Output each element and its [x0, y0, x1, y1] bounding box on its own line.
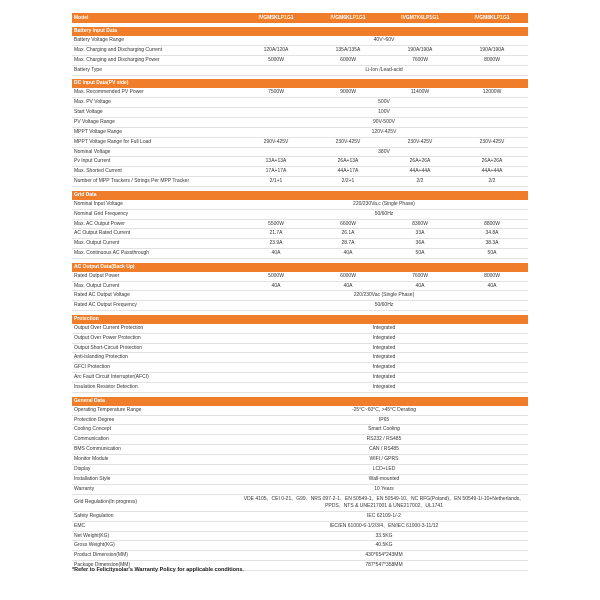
spec-label: Max. Charging and Discharging Power — [72, 55, 240, 65]
spec-value: 220/230Va.c (Single Phase) — [240, 200, 528, 209]
spec-label: Rated AC Output Voltage — [72, 291, 240, 301]
warranty-footnote: *Refer to Felicitysolar's Warranty Policy for applicable conditions. — [72, 567, 244, 573]
model-name: IVGM6KLP1G1 — [312, 13, 384, 23]
spec-value: 12000W — [456, 88, 528, 97]
spec-row — [72, 98, 528, 108]
spec-label: Communication — [72, 435, 240, 445]
spec-row — [72, 107, 528, 117]
spec-label: Pv Input Current — [72, 157, 240, 167]
spec-label: BMS Communication — [72, 445, 240, 455]
spec-row — [72, 541, 528, 551]
section-title: Grid Data — [72, 191, 528, 200]
spec-label: Output Over Current Protection — [72, 324, 240, 333]
spec-row — [72, 465, 528, 475]
spec-row — [72, 474, 528, 484]
spec-value: 2/2 — [384, 177, 456, 187]
section-title: Battery Input Data — [72, 27, 528, 36]
spec-value: 50/60Hz — [240, 209, 528, 219]
spec-value: 44A+17A — [312, 167, 384, 177]
spec-row — [72, 177, 528, 187]
spec-value: 40A — [240, 249, 312, 259]
spec-row — [72, 88, 528, 97]
spec-value: 26A+26A — [456, 157, 528, 167]
model-header-row — [72, 13, 528, 23]
spec-row — [72, 521, 528, 531]
spec-label: Grid Regulation(In progress) — [72, 494, 240, 511]
spec-row — [72, 353, 528, 363]
spec-label: Warranty — [72, 484, 240, 494]
spec-row — [72, 127, 528, 137]
spec-value: 8360W — [384, 219, 456, 229]
spec-value: 44A+44A — [456, 167, 528, 177]
section-header-row — [72, 79, 528, 88]
spec-row — [72, 343, 528, 353]
spec-label: Battery Voltage Range — [72, 36, 240, 45]
spec-row — [72, 406, 528, 415]
spec-value: 36A — [384, 239, 456, 249]
section-title: General Data — [72, 397, 528, 406]
spec-value: 7600W — [384, 55, 456, 65]
spec-value: 135A/135A — [312, 45, 384, 55]
spec-label: Output Short-Circuit Protection — [72, 343, 240, 353]
model-name: IVGM5KLP1G1 — [240, 13, 312, 23]
spec-value: IEC 62109-1/-2 — [240, 511, 528, 521]
spec-label: Nominal Voltage — [72, 147, 240, 157]
spec-value: 120V-425V — [240, 127, 528, 137]
spec-value: Integrated — [240, 383, 528, 393]
spec-row — [72, 333, 528, 343]
section-header-row — [72, 263, 528, 272]
spec-value: 40A — [312, 249, 384, 259]
spec-value: Li-Ion /Lead-acid — [240, 65, 528, 75]
spec-value: 2/2 — [456, 177, 528, 187]
spec-value: Integrated — [240, 363, 528, 373]
spec-label: Rated Output Power — [72, 272, 240, 281]
spec-value: Integrated — [240, 353, 528, 363]
spec-value: 500V — [240, 98, 528, 108]
spec-value: 5000W — [240, 272, 312, 281]
spec-label: Nominal Grid Frequency — [72, 209, 240, 219]
spec-row — [72, 324, 528, 333]
spec-value: -25°C~60°C, >45°C Derating — [240, 406, 528, 415]
spec-value: 33A — [384, 229, 456, 239]
spec-value: 6600W — [312, 219, 384, 229]
spec-value: 230V-425V — [312, 137, 384, 147]
spec-value: 21.7A — [240, 229, 312, 239]
spec-value: Wall-mounted — [240, 474, 528, 484]
spec-value: Integrated — [240, 373, 528, 383]
spec-value: 40A — [312, 281, 384, 291]
spec-value: 230V-425V — [384, 137, 456, 147]
spec-row — [72, 531, 528, 541]
spec-value: 10 Years — [240, 484, 528, 494]
spec-value: 13A+13A — [240, 157, 312, 167]
spec-value: 8000W — [456, 272, 528, 281]
spec-label: Installation Style — [72, 474, 240, 484]
spec-value: 380V — [240, 147, 528, 157]
spec-value: Integrated — [240, 343, 528, 353]
spec-label: AC Output Rated Current — [72, 229, 240, 239]
spec-label: GFCI Protection — [72, 363, 240, 373]
spec-value: 17A+17A — [240, 167, 312, 177]
spec-value: 34.8A — [456, 229, 528, 239]
spec-value: 5500W — [240, 219, 312, 229]
spec-value: WIFI / GPRS — [240, 455, 528, 465]
model-name: IVGM7K6LP1G1 — [384, 13, 456, 23]
spec-value: 190A/190A — [384, 45, 456, 55]
model-name: IVGM8KLP1G1 — [456, 13, 528, 23]
spec-value: 430*654*243MM — [240, 551, 528, 561]
spec-row — [72, 55, 528, 65]
spec-label: Cooling Concept — [72, 425, 240, 435]
section-header-row — [72, 315, 528, 324]
spec-label: Monitor Module — [72, 455, 240, 465]
spec-value: 50A — [456, 249, 528, 259]
spec-row — [72, 383, 528, 393]
spec-value: 26.1A — [312, 229, 384, 239]
spec-label: Battery Type — [72, 65, 240, 75]
spec-value: 23.9A — [240, 239, 312, 249]
spec-row — [72, 167, 528, 177]
spec-row — [72, 65, 528, 75]
spec-row — [72, 415, 528, 425]
spec-value: 40A — [384, 281, 456, 291]
spec-row — [72, 291, 528, 301]
spec-row — [72, 425, 528, 435]
spec-value: 90V-500V — [240, 117, 528, 127]
spec-row — [72, 209, 528, 219]
spec-value: RS232 / RS485 — [240, 435, 528, 445]
spec-label: Operating Temperature Range — [72, 406, 240, 415]
spec-label: PV Voltage Range — [72, 117, 240, 127]
spec-value: 40V~60V — [240, 36, 528, 45]
spec-value: 44A+44A — [384, 167, 456, 177]
spec-value: 220/230Vac (Single Phase) — [240, 291, 528, 301]
spec-value: LCD+LED — [240, 465, 528, 475]
spec-label: Max. AC Output Power — [72, 219, 240, 229]
spec-label: Safety Regulation — [72, 511, 240, 521]
spec-row — [72, 157, 528, 167]
spec-row — [72, 229, 528, 239]
spec-label: Protection Degree — [72, 415, 240, 425]
spec-value: 11400W — [384, 88, 456, 97]
spec-value: 120A/120A — [240, 45, 312, 55]
spec-value: Integrated — [240, 324, 528, 333]
spec-label: Rated AC Output Frequency — [72, 301, 240, 311]
section-header-row — [72, 191, 528, 200]
spec-row — [72, 219, 528, 229]
spec-label: Product Dimension(MM) — [72, 551, 240, 561]
section-header-row — [72, 27, 528, 36]
spec-row — [72, 147, 528, 157]
spec-label: Nominal Input Voltage — [72, 200, 240, 209]
spec-value: 190A/190A — [456, 45, 528, 55]
spec-value: 2/2+1 — [312, 177, 384, 187]
spec-label: Insulation Resistor Detection — [72, 383, 240, 393]
spec-row — [72, 117, 528, 127]
spec-row — [72, 36, 528, 45]
spec-label: Max. Output Current — [72, 239, 240, 249]
spec-row — [72, 249, 528, 259]
spec-value: Smart Cooling — [240, 425, 528, 435]
spec-label: Max. Continuous AC Passthrough — [72, 249, 240, 259]
spec-value: 40A — [240, 281, 312, 291]
spec-row — [72, 200, 528, 209]
spec-row — [72, 45, 528, 55]
section-title: AC Output Data(Back Up) — [72, 263, 528, 272]
spec-label: Output Over Power Protection — [72, 333, 240, 343]
spec-label: Anti-islanding Protection — [72, 353, 240, 363]
spec-row — [72, 137, 528, 147]
spec-label: Start Voltage — [72, 107, 240, 117]
spec-value: 290V-425V — [240, 137, 312, 147]
spec-value: 6000W — [312, 55, 384, 65]
spec-value: CAN / RS485 — [240, 445, 528, 455]
spec-value: VDE 4105、CEI 0-21、G99、NRS 097-2-1、EN 50549-1、EN 50549-10、NC RFG(Poland)、EN 50549-1/-10+Netherlands、PPDS、NTS & UNE217001 & UNE217002、UL1741 — [240, 494, 528, 511]
spec-label: Max. Recommended PV Power — [72, 88, 240, 97]
spec-label: Arc Fault Circuit Interrupter(AFCI) — [72, 373, 240, 383]
spec-value: IEC/EN 61000-6-1/2/3/4、EN/IEC 61000-3-11/12 — [240, 521, 528, 531]
spec-label: Package Dimension(MM) — [72, 561, 240, 571]
spec-value: 5000W — [240, 55, 312, 65]
spec-value: 787*547*358MM — [240, 561, 528, 571]
spec-row — [72, 551, 528, 561]
spec-row — [72, 435, 528, 445]
spec-value: Integrated — [240, 333, 528, 343]
spec-value: 26A+26A — [384, 157, 456, 167]
spec-label: Net Weight(KG) — [72, 531, 240, 541]
spec-value: 40.5KG — [240, 541, 528, 551]
spec-label: EMC — [72, 521, 240, 531]
spec-label: Display — [72, 465, 240, 475]
spec-label: Gross Weight(KG) — [72, 541, 240, 551]
spec-label: MPPT Voltage Range for Full Load — [72, 137, 240, 147]
spec-row — [72, 239, 528, 249]
spec-row — [72, 494, 528, 511]
spec-label: Max. Charging and Discharging Current — [72, 45, 240, 55]
spec-row — [72, 455, 528, 465]
spec-sheet — [72, 13, 528, 571]
spec-value: 230V-425V — [456, 137, 528, 147]
spec-row — [72, 281, 528, 291]
spec-value: 2/1+1 — [240, 177, 312, 187]
spec-row — [72, 445, 528, 455]
spec-value: 8800W — [456, 219, 528, 229]
spec-value: 26A+13A — [312, 157, 384, 167]
spec-value: 9000W — [312, 88, 384, 97]
spec-label: Max. Shorted Current — [72, 167, 240, 177]
spec-value: 100V — [240, 107, 528, 117]
section-title: DC Input Data(PV side) — [72, 79, 528, 88]
spec-value: 33.5KG — [240, 531, 528, 541]
spec-value: 50/60Hz — [240, 301, 528, 311]
model-header-label: Model — [72, 13, 240, 23]
spec-value: 40A — [456, 281, 528, 291]
spec-table — [72, 13, 528, 571]
section-title: Protection — [72, 315, 528, 324]
spec-value: 50A — [384, 249, 456, 259]
spec-label: Max. Output Current — [72, 281, 240, 291]
spec-value: IP65 — [240, 415, 528, 425]
spec-label: Number of MPP Trackers / Strings Per MPP Tracker — [72, 177, 240, 187]
spec-value: 38.3A — [456, 239, 528, 249]
spec-value: 6000W — [312, 272, 384, 281]
spec-value: 28.7A — [312, 239, 384, 249]
spec-row — [72, 484, 528, 494]
spec-value: 7600W — [384, 272, 456, 281]
spec-row — [72, 511, 528, 521]
section-header-row — [72, 397, 528, 406]
spec-label: MPPT Voltage Range — [72, 127, 240, 137]
spec-value: 8000W — [456, 55, 528, 65]
spec-label: Max. PV Voltage — [72, 98, 240, 108]
spec-row — [72, 363, 528, 373]
spec-value: 7500W — [240, 88, 312, 97]
spec-row — [72, 301, 528, 311]
spec-row — [72, 272, 528, 281]
spec-row — [72, 373, 528, 383]
